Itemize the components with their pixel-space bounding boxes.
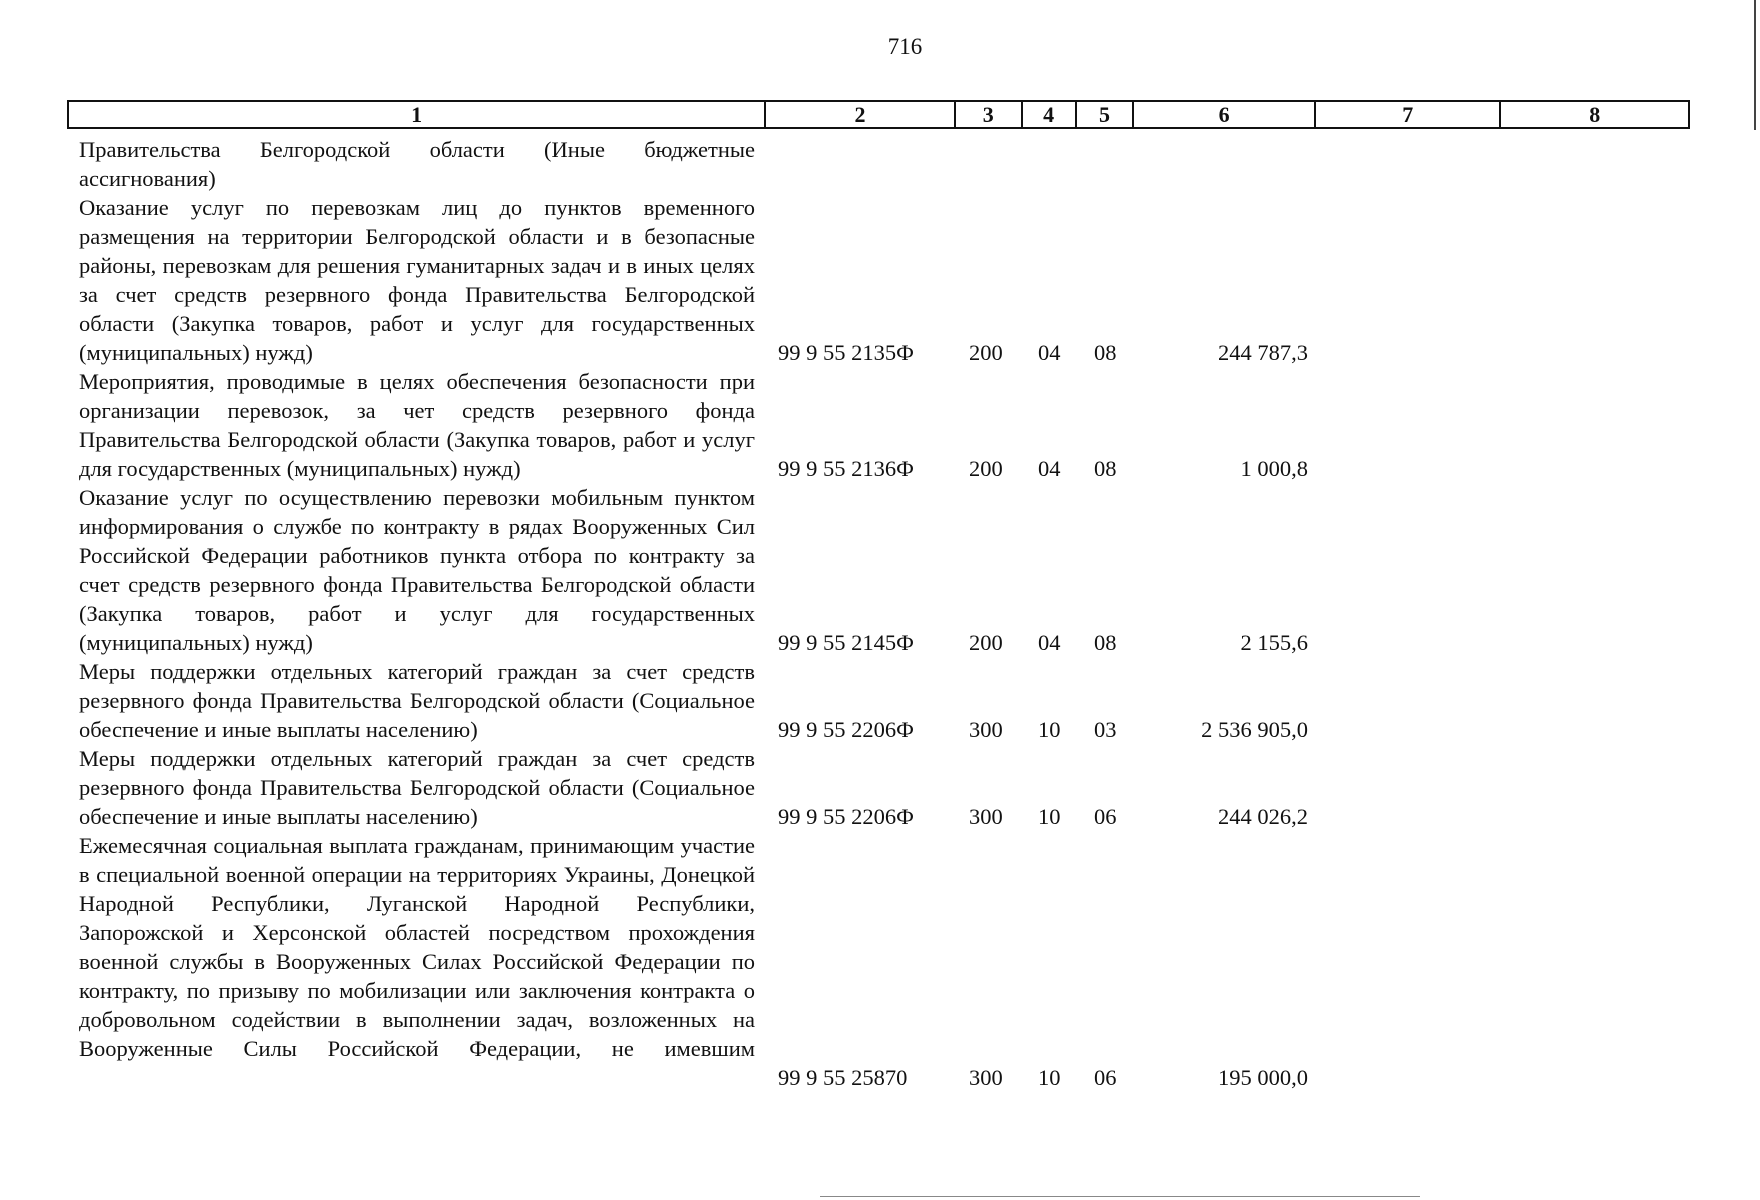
header-col-3: 3 <box>956 102 1023 127</box>
header-col-7: 7 <box>1316 102 1502 127</box>
row-code: 99 9 55 2145Ф <box>778 630 914 655</box>
row-expense-type: 200 <box>969 630 1003 655</box>
row-amount: 2 536 905,0 <box>1201 717 1308 742</box>
header-col-8: 8 <box>1589 101 1601 127</box>
row-subsection: 08 <box>1094 630 1117 655</box>
scan-edge-line <box>1754 0 1756 130</box>
table-header <box>67 100 1690 129</box>
row-expense-type: 300 <box>969 804 1003 829</box>
header-col-5: 5 <box>1077 102 1135 127</box>
row-code: 99 9 55 2206Ф <box>778 804 914 829</box>
row-subsection: 08 <box>1094 340 1117 365</box>
row-section: 04 <box>1038 630 1061 655</box>
row-amount: 195 000,0 <box>1218 1065 1308 1090</box>
row-section: 04 <box>1038 340 1061 365</box>
row-section: 10 <box>1038 1065 1061 1090</box>
row-section: 04 <box>1038 456 1061 481</box>
row-subsection: 06 <box>1094 1065 1117 1090</box>
header-col-4: 4 <box>1023 102 1077 127</box>
row-description: Мероприятия, проводимые в целях обеспечения безопасности при организации перевозок, за чет средств резервного фонда Правительства Белгородской области (Закупка товаров, работ и услуг для государственных (муниципальных) нужд) <box>79 369 755 481</box>
row-description: Оказание услуг по осуществлению перевозки мобильным пунктом информирования о службе по контракту в рядах Вооруженных Сил Российской Федерации работников пункта отбора по контракту за счет средств резервного фонда Правительства Белгородской области (Закупка товаров, работ и услуг для государственных (муниципальных) нужд) <box>79 485 755 655</box>
header-col-6: 6 <box>1134 102 1316 127</box>
row-amount: 2 155,6 <box>1240 630 1308 655</box>
row-amount: 244 026,2 <box>1218 804 1308 829</box>
row-expense-type: 300 <box>969 1065 1003 1090</box>
row-description: Ежемесячная социальная выплата гражданам, принимающим участие в специальной военной операции на территориях Украины, Донецкой Народной Республики, Луганской Народной Республики, Запорожской и Херсонской областей посредством прохождения военной службы в Вооруженных Силах Российской Федерации по контракту, по призыву по мобилизации или заключения контракта о добровольном содействии в выполнении задач, возложенных на Вооруженные Силы Российской Федерации, не имевшим <box>79 833 755 1061</box>
row-subsection: 06 <box>1094 804 1117 829</box>
row-section: 10 <box>1038 804 1061 829</box>
row-amount: 244 787,3 <box>1218 340 1308 365</box>
row-expense-type: 300 <box>969 717 1003 742</box>
page-number: 716 <box>887 34 923 59</box>
row-code: 99 9 55 25870 <box>778 1065 908 1090</box>
row-amount: 1 000,8 <box>1240 456 1308 481</box>
row-subsection: 08 <box>1094 456 1117 481</box>
row-code: 99 9 55 2136Ф <box>778 456 914 481</box>
row-code: 99 9 55 2135Ф <box>778 340 914 365</box>
header-col-2: 2 <box>766 102 956 127</box>
row-description: Правительства Белгородской области (Иные бюджетные ассигнования) <box>79 137 755 191</box>
row-section: 10 <box>1038 717 1061 742</box>
row-code: 99 9 55 2206Ф <box>778 717 914 742</box>
row-expense-type: 200 <box>969 340 1003 365</box>
row-description: Меры поддержки отдельных категорий граждан за счет средств резервного фонда Правительства Белгородской области (Социальное обеспечение и иные выплаты населению) <box>79 746 755 829</box>
row-subsection: 03 <box>1094 717 1117 742</box>
row-description: Оказание услуг по перевозкам лиц до пунктов временного размещения на территории Белгородской области и в безопасные районы, перевозкам для решения гуманитарных задач и в иных целях за счет средств резервного фонда Правительства Белгородской области (Закупка товаров, работ и услуг для государственных (муниципальных) нужд) <box>79 195 755 365</box>
header-col-1: 1 <box>69 102 766 127</box>
scan-bottom-line <box>820 1196 1420 1197</box>
row-expense-type: 200 <box>969 456 1003 481</box>
row-description: Меры поддержки отдельных категорий граждан за счет средств резервного фонда Правительства Белгородской области (Социальное обеспечение и иные выплаты населению) <box>79 659 755 742</box>
